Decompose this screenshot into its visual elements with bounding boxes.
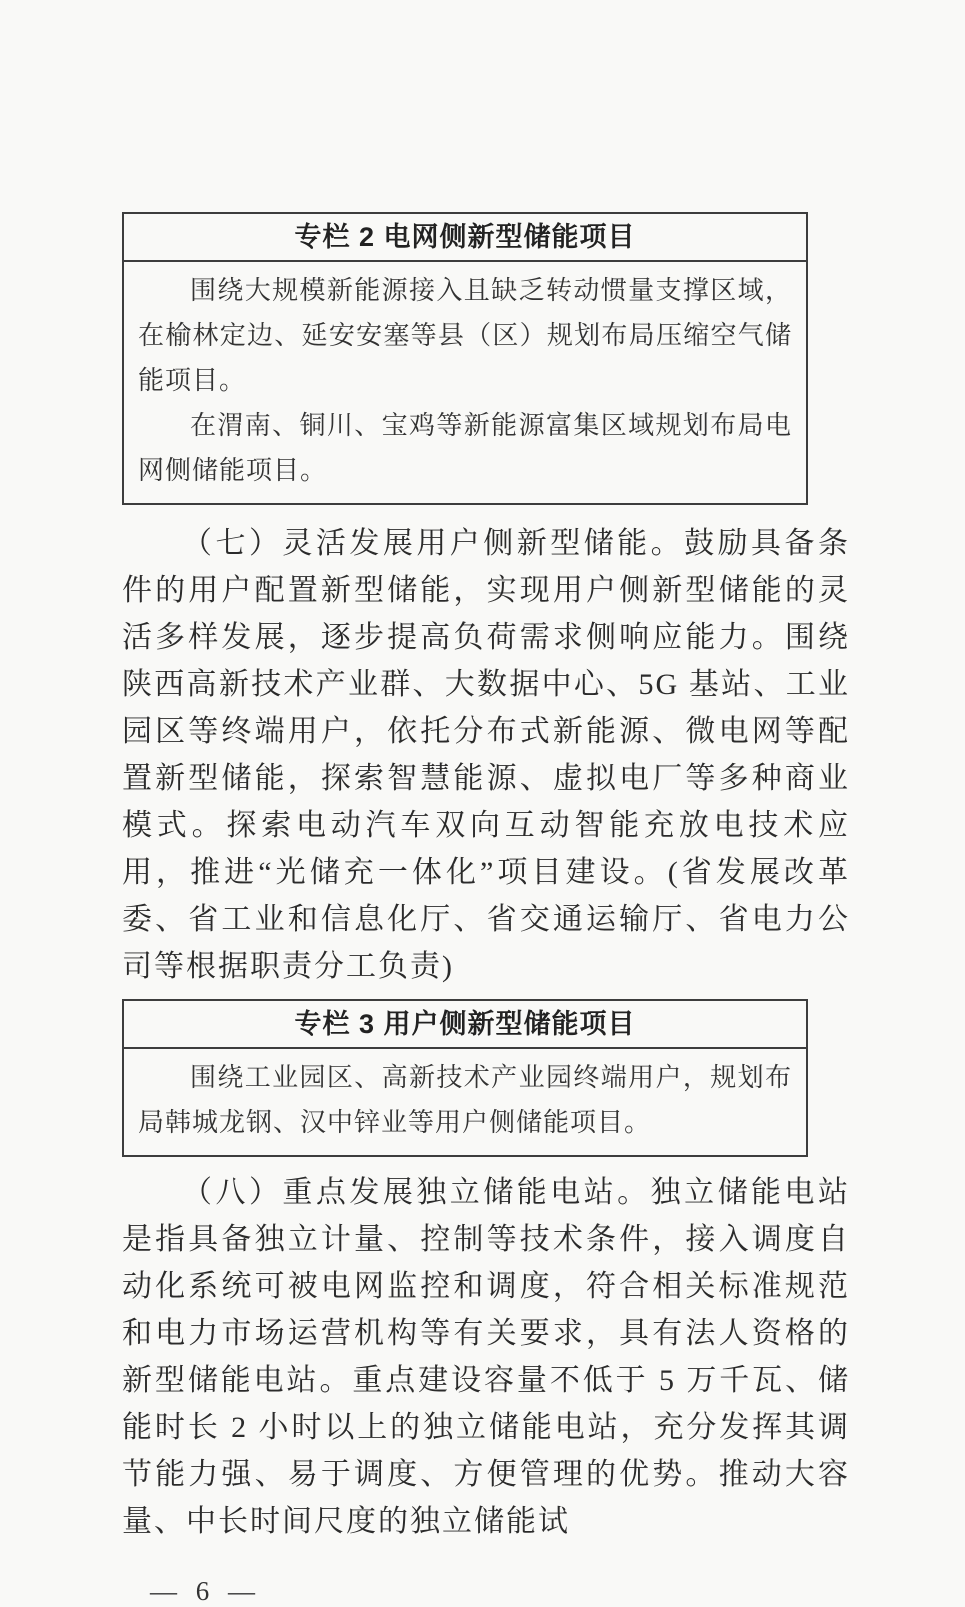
callout-box-3-title: 专栏 3 用户侧新型储能项目 [124, 1001, 806, 1049]
callout-box-2-paragraph: 围绕大规模新能源接入且缺乏转动惯量支撑区域，在榆林定边、延安安塞等县（区）规划布局压缩空气储能项目。 [138, 276, 792, 395]
callout-box-2-paragraph: 在渭南、铜川、宝鸡等新能源富集区域规划布局电网侧储能项目。 [138, 411, 792, 485]
callout-box-column-2 [122, 212, 808, 505]
callout-box-3-body [124, 1049, 806, 1155]
body-paragraph-section-7: （七）灵活发展用户侧新型储能。鼓励具备条件的用户配置新型储能，实现用户侧新型储能的灵活多样发展，逐步提高负荷需求侧响应能力。围绕陕西高新技术产业群、大数据中心、5G 基站、工业园区等终端用户，依托分布式新能源、微电网等配置新型储能，探索智慧能源、虚拟电厂等多种商业模式。探索电动汽车双向互动智能充放电技术应用，推进“光储充一体化”项目建设。(省发展改革委、省工业和信息化厅、省交通运输厅、省电力公司等根据职责分工负责) [122, 527, 850, 983]
body-paragraph-section-8: （八）重点发展独立储能电站。独立储能电站是指具备独立计量、控制等技术条件，接入调度自动化系统可被电网监控和调度，符合相关标准规范和电力市场运营机构等有关要求，具有法人资格的新型储能电站。重点建设容量不低于 5 万千瓦、储能时长 2 小时以上的独立储能电站，充分发挥其调节能力强、易于调度、方便管理的优势。推动大容量、中长时间尺度的独立储能试 [122, 1176, 850, 1538]
callout-box-2-body [124, 262, 806, 503]
callout-box-2-title: 专栏 2 电网侧新型储能项目 [124, 214, 806, 262]
callout-box-3-paragraph: 围绕工业园区、高新技术产业园终端用户，规划布局韩城龙钢、汉中锌业等用户侧储能项目。 [138, 1063, 792, 1137]
callout-box-column-3 [122, 999, 808, 1157]
page-number: — 6 — [150, 1576, 261, 1606]
